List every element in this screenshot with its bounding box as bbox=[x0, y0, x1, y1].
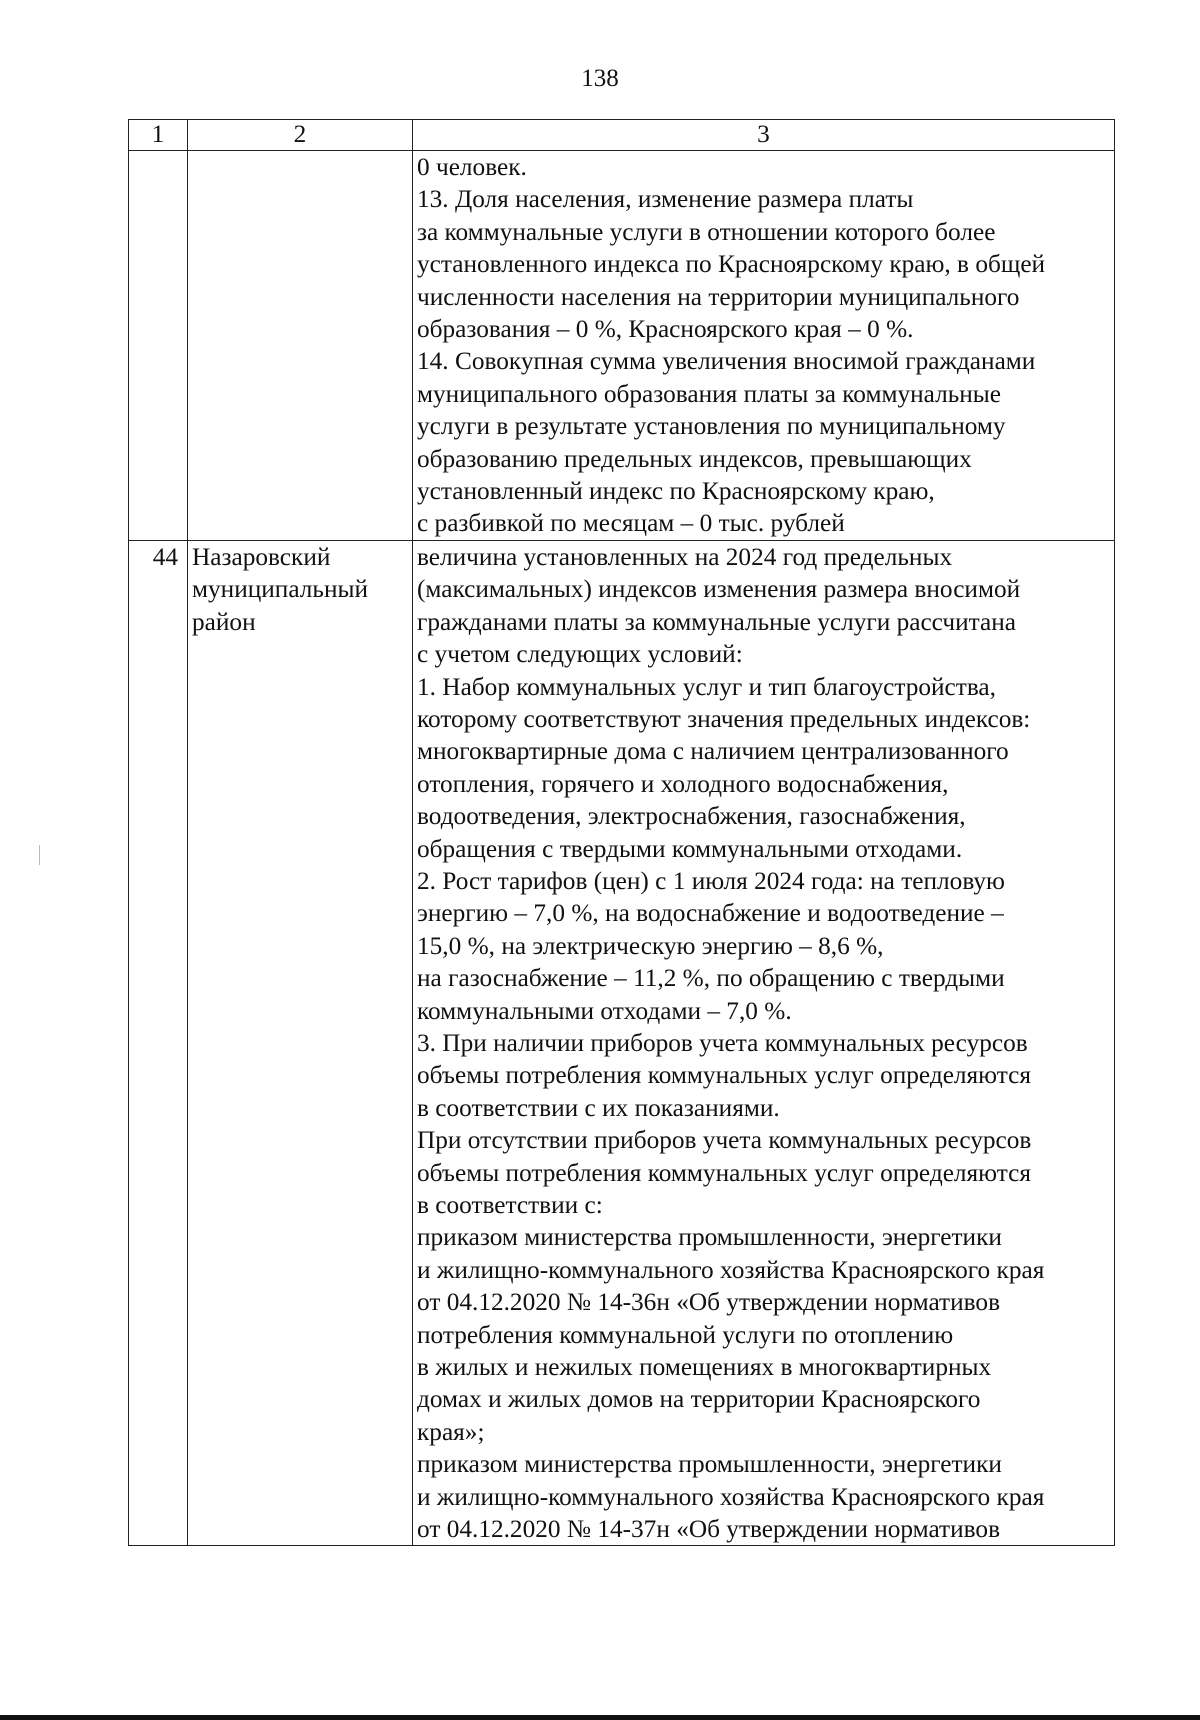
text-line: с разбивкой по месяцам – 0 тыс. рублей bbox=[417, 509, 845, 538]
table-row-44 bbox=[129, 540, 1115, 1546]
text-line: и жилищно-коммунального хозяйства Красноярского края bbox=[417, 1482, 1045, 1511]
page-number: 138 bbox=[581, 65, 619, 92]
text-line: объемы потребления коммунальных услуг определяются bbox=[417, 1158, 1031, 1187]
text-line: образованию предельных индексов, превышающих bbox=[417, 444, 972, 473]
text-line: установленный индекс по Красноярскому краю, bbox=[417, 477, 935, 506]
text-line: 14. Совокупная сумма увеличения вносимой гражданами bbox=[417, 347, 1036, 376]
text-line: приказом министерства промышленности, энергетики bbox=[417, 1450, 1002, 1479]
continuation-name-cell bbox=[188, 151, 413, 541]
text-line: от 04.12.2020 № 14-37н «Об утверждении нормативов bbox=[417, 1515, 1001, 1544]
text-line: с учетом следующих условий: bbox=[417, 640, 743, 669]
column-header-2: 2 bbox=[188, 120, 413, 151]
text-line: (максимальных) индексов изменения размера вносимой bbox=[417, 575, 1021, 604]
text-line: приказом министерства промышленности, энергетики bbox=[417, 1223, 1002, 1252]
text-line: 2. Рост тарифов (цен) с 1 июля 2024 года: на тепловую bbox=[417, 866, 1005, 895]
column-header-3: 3 bbox=[413, 120, 1115, 151]
text-line: домах и жилых домов на территории Красноярского bbox=[417, 1385, 981, 1414]
text-line: и жилищно-коммунального хозяйства Красноярского края bbox=[417, 1255, 1045, 1284]
document-table bbox=[128, 119, 1115, 1546]
text-line: установленного индекса по Красноярскому краю, в общей bbox=[417, 250, 1046, 279]
text-line: в соответствии с их показаниями. bbox=[417, 1093, 780, 1122]
scan-bottom-edge bbox=[0, 1715, 1200, 1720]
text-line: 13. Доля населения, изменение размера платы bbox=[417, 185, 914, 214]
text-line: численности населения на территории муниципального bbox=[417, 282, 1020, 311]
text-line: муниципального образования платы за коммунальные bbox=[417, 379, 1002, 408]
municipality-name-line: район bbox=[192, 607, 256, 636]
continuation-number-cell bbox=[129, 151, 188, 541]
text-line: объемы потребления коммунальных услуг определяются bbox=[417, 1061, 1031, 1090]
text-line: образования – 0 %, Красноярского края – 0 %. bbox=[417, 315, 914, 344]
text-line: отопления, горячего и холодного водоснабжения, bbox=[417, 769, 949, 798]
text-line: за коммунальные услуги в отношении которого более bbox=[417, 217, 996, 246]
text-line: коммунальными отходами – 7,0 %. bbox=[417, 996, 792, 1025]
text-line: которому соответствуют значения предельных индексов: bbox=[417, 704, 1031, 733]
text-line: многоквартирные дома с наличием централизованного bbox=[417, 737, 1009, 766]
text-line: гражданами платы за коммунальные услуги рассчитана bbox=[417, 607, 1017, 636]
table-row-continuation bbox=[129, 151, 1115, 541]
municipality-name-cell bbox=[188, 540, 413, 1546]
text-line: При отсутствии приборов учета коммунальных ресурсов bbox=[417, 1126, 1032, 1155]
text-line: 3. При наличии приборов учета коммунальных ресурсов bbox=[417, 1028, 1028, 1057]
text-line: обращения с твердыми коммунальными отходами. bbox=[417, 834, 963, 863]
text-line: 15,0 %, на электрическую энергию – 8,6 %, bbox=[417, 931, 884, 960]
municipality-name-line: Назаровский bbox=[192, 542, 331, 571]
municipality-name-line: муниципальный bbox=[192, 575, 369, 604]
row-number: 44 bbox=[129, 540, 188, 1546]
text-line: 0 человек. bbox=[417, 153, 527, 181]
text-line: от 04.12.2020 № 14-36н «Об утверждении нормативов bbox=[417, 1288, 1001, 1317]
text-line: в соответствии с: bbox=[417, 1191, 603, 1219]
text-line: на газоснабжение – 11,2 %, по обращению с твердыми bbox=[417, 964, 1005, 993]
text-line: услуги в результате установления по муниципальному bbox=[417, 412, 1006, 441]
scan-artifact-mark bbox=[39, 845, 40, 865]
text-line: потребления коммунальной услуги по отоплению bbox=[417, 1320, 954, 1349]
text-line: края»; bbox=[417, 1417, 485, 1446]
conditions-text-cell bbox=[413, 540, 1115, 1546]
text-line: энергию – 7,0 %, на водоснабжение и водоотведение – bbox=[417, 899, 1004, 928]
text-line: величина установленных на 2024 год предельных bbox=[417, 542, 953, 571]
text-line: 1. Набор коммунальных услуг и тип благоустройства, bbox=[417, 672, 996, 701]
text-line: водоотведения, электроснабжения, газоснабжения, bbox=[417, 802, 966, 831]
text-line: в жилых и нежилых помещениях в многоквартирных bbox=[417, 1353, 992, 1382]
column-header-1: 1 bbox=[129, 120, 188, 151]
continuation-text-cell bbox=[413, 151, 1115, 541]
table-header-row bbox=[129, 120, 1115, 151]
